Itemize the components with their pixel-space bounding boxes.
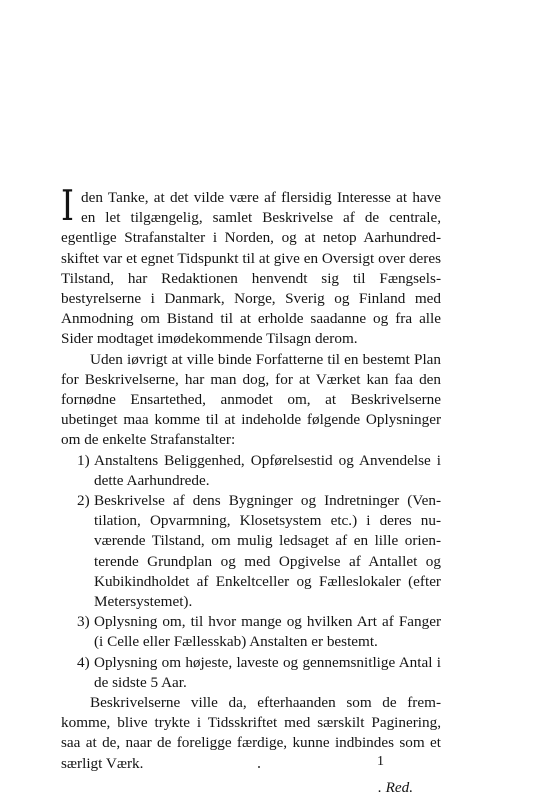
list-item-number: 3) (77, 613, 90, 631)
list-item-number: 2) (77, 492, 90, 510)
list-item (61, 612, 441, 652)
intro-text: den Tanke, at det vilde være af flersidig Interesse at have en let tilgængelig, samlet Beskrivelse af de centrale, egentlige Strafanstalter i Norden, og at netop Aarhundredskiftet var et egnet Tidspunkt til at give en Oversigt over deres Tilstand, har Redaktionen henvendt sig til Fængselsbestyrelserne i Danmark, Norge, Sverig og Finland med Anmodning om Bistand til at erholde saadanne og fra alle Sider modtaget imødekommende Tilsagn derom. (61, 189, 441, 348)
list-item-text: Oplysning om højeste, laveste og gennemsnitlige Antal i de sidste 5 Aar. (94, 653, 441, 691)
list-item (61, 451, 441, 491)
editor-signature: . Red. (377, 778, 413, 796)
closing-paragraph: Beskrivelserne ville da, efterhaanden som de fremkomme, blive trykte i Tidsskriftet med særskilt Paginering, saa at de, naar de foreligge færdige, kunne indbindes som et særligt Værk. (61, 694, 441, 772)
plan-paragraph: Uden iøvrigt at ville binde Forfatterne til en bestemt Plan for Beskrivelserne, har man dog, for at Værket kan faa den fornødne Ensartethed, anmodet om, at Beskrivelserne ubetinget maa komme til at indeholde følgende Oplysninger om de enkelte Strafanstalter: (61, 350, 441, 449)
list-item-text: Beskrivelse af dens Bygninger og Indretninger (Ventilation, Opvarmning, Klosetsystem etc.) i deres nuværende Tilstand, om mulig ledsaget af en lille orienterende Grundplan og med Opgivelse af Antallet og Kubikindholdet af Enkeltceller og Fælleslokaler (efter Metersystemet). (94, 492, 441, 611)
intro-paragraph (61, 181, 441, 350)
page-number: 1 (377, 754, 384, 769)
print-speck (258, 766, 260, 768)
drop-cap: I (61, 181, 74, 230)
list-item-text: Oplysning om, til hvor mange og hvilken Art af Fanger (i Celle eller Fællesskab) Anstalten er bestemt. (94, 613, 441, 651)
list-item-number: 1) (77, 451, 90, 469)
body-text (61, 181, 441, 798)
list-item (61, 653, 441, 693)
list-item-number: 4) (77, 653, 90, 671)
list-item-text: Anstaltens Beliggenhed, Opførelsestid og Anvendelse i dette Aarhundrede. (94, 451, 441, 489)
requirements-list (61, 451, 441, 693)
list-item (61, 491, 441, 612)
